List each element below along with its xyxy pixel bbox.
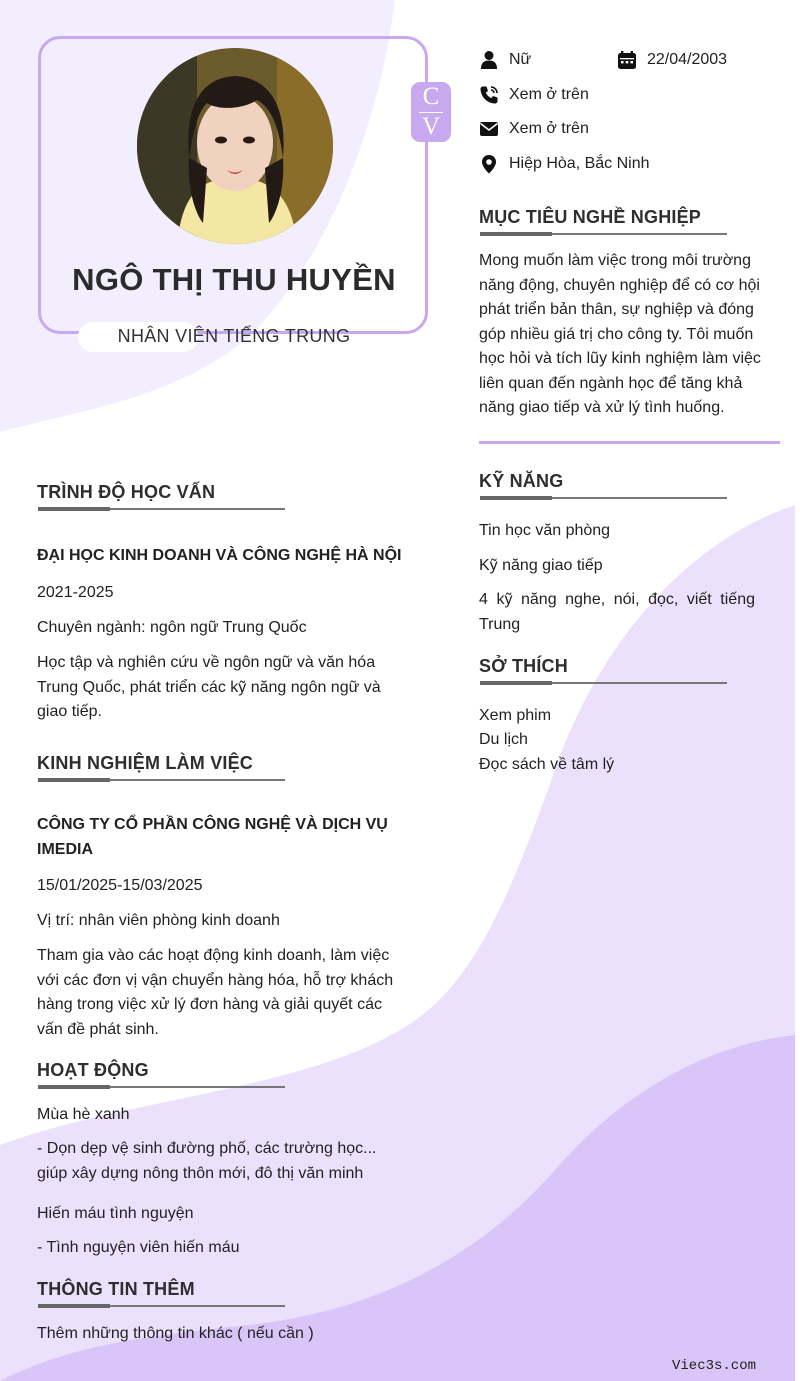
experience-period: 15/01/2025-15/03/2025	[37, 877, 203, 894]
additional-underline	[38, 1304, 285, 1307]
activities-underline	[38, 1085, 285, 1088]
education-major: Chuyên ngành: ngôn ngữ Trung Quốc	[37, 619, 307, 636]
skill-item: Tin học văn phòng	[479, 522, 611, 539]
skill-item: Kỹ năng giao tiếp	[479, 557, 603, 574]
objective-underline	[480, 232, 727, 235]
avatar	[137, 48, 333, 244]
map-pin-icon	[479, 154, 499, 174]
experience-company: CÔNG TY CỔ PHẦN CÔNG NGHỆ VÀ DỊCH VỤ IMEDIA	[37, 816, 388, 858]
address-value: Hiệp Hòa, Bắc Ninh	[509, 155, 650, 172]
birthday-value: 22/04/2003	[647, 51, 728, 68]
hobbies-title: SỞ THÍCH	[479, 656, 568, 676]
contact-address	[479, 154, 650, 174]
skills-title: KỸ NĂNG	[479, 471, 564, 491]
objective-title: MỤC TIÊU NGHỀ NGHIỆP	[479, 207, 702, 227]
cv-badge-v: V	[421, 113, 441, 140]
hobby-item: Xem phim	[479, 707, 552, 724]
hobby-item: Đọc sách về tâm lý	[479, 756, 615, 773]
contact-email	[479, 119, 589, 139]
hobby-item: Du lịch	[479, 731, 528, 748]
cv-badge-c: C	[422, 83, 440, 110]
activity-name: Mùa hè xanh	[37, 1106, 130, 1123]
experience-underline	[38, 778, 285, 781]
person-icon	[479, 50, 499, 70]
activity-name: Hiến máu tình nguyện	[37, 1205, 194, 1222]
contact-birthday	[617, 50, 727, 70]
activity-description: - Dọn dẹp vệ sinh đường phố, các trường học... giúp xây dựng nông thôn mới, đô thị văn minh	[37, 1140, 377, 1182]
experience-position: Vị trí: nhân viên phòng kinh doanh	[37, 912, 280, 929]
footer-brand: Viec3s.com	[672, 1358, 757, 1374]
phone-value: Xem ở trên	[509, 86, 589, 103]
skills-underline	[480, 496, 727, 499]
email-value: Xem ở trên	[509, 120, 589, 137]
education-title: TRÌNH ĐỘ HỌC VẤN	[37, 482, 216, 502]
objective-text: Mong muốn làm việc trong môi trường năng động, chuyên nghiệp để có cơ hội phát triển bản thân, sự nghiệp và đóng góp nhiều giá trị cho công ty. Tôi muốn học hỏi và tích lũy kinh nghiệm làm việc liên quan đến ngành học để tăng khả năng giao tiếp và xử lý tình huống.	[479, 252, 761, 416]
objective-divider	[479, 441, 780, 444]
education-underline	[38, 507, 285, 510]
hobbies-underline	[480, 681, 727, 684]
gender-value: Nữ	[509, 51, 532, 68]
envelope-icon	[479, 119, 499, 139]
activities-title: HOẠT ĐỘNG	[37, 1060, 149, 1080]
education-description: Học tập và nghiên cứu về ngôn ngữ và văn hóa Trung Quốc, phát triển các kỹ năng ngôn ngữ và giao tiếp.	[37, 654, 381, 720]
activity-description: - Tình nguyện viên hiến máu	[37, 1239, 240, 1256]
education-school: ĐẠI HỌC KINH DOANH VÀ CÔNG NGHỆ HÀ NỘI	[37, 547, 402, 564]
calendar-icon	[617, 50, 637, 70]
additional-text: Thêm những thông tin khác ( nếu cần )	[37, 1325, 314, 1342]
additional-title: THÔNG TIN THÊM	[37, 1279, 195, 1299]
experience-description: Tham gia vào các hoạt động kinh doanh, làm việc với các đơn vị vận chuyển hàng hóa, hỗ trợ khách hàng trong việc xử lý đơn hàng và giải quyết các vấn đề phát sinh.	[37, 947, 394, 1038]
skill-item: 4 kỹ năng nghe, nói, đọc, viết tiếng Trung	[479, 591, 755, 633]
education-period: 2021-2025	[37, 584, 114, 601]
experience-title: KINH NGHIỆM LÀM VIỆC	[37, 753, 254, 773]
phone-icon	[479, 85, 499, 105]
cv-badge	[411, 82, 451, 142]
contact-phone	[479, 85, 589, 105]
candidate-name: NGÔ THỊ THU HUYỀN	[72, 262, 396, 297]
job-title: NHÂN VIÊN TIẾNG TRUNG	[117, 326, 351, 346]
contact-gender	[479, 50, 531, 70]
